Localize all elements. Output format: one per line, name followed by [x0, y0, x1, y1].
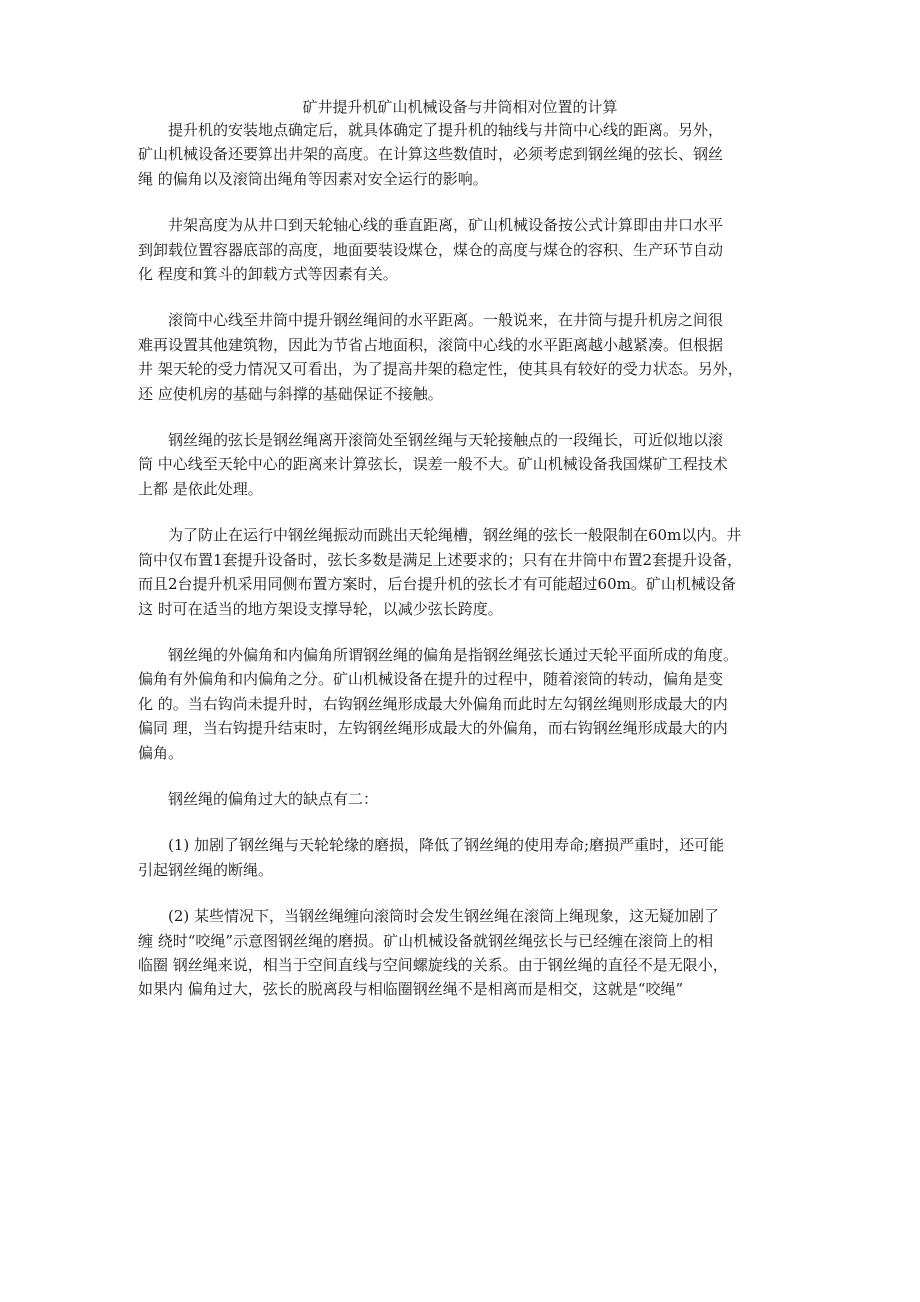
text-line: 还 应使机房的基础与斜撑的基础保证不接触。 [138, 384, 443, 403]
paragraph-2 [138, 213, 798, 286]
paragraph-7 [138, 787, 798, 811]
text-line: 钢丝绳的弦长是钢丝绳离开滚筒处至钢丝绳与天轮接触点的一段绳长，可近似地以滚 [168, 431, 724, 450]
text-line: 筒中仅布置1套提升设备时，弦长多数是满足上述要求的；只有在井筒中布置2套提升设备， [138, 550, 743, 569]
document-title: 矿井提升机矿山机械设备与井筒相对位置的计算 [302, 98, 618, 116]
text-line: 难再设置其他建筑物，因此为节省占地面积，滚筒中心线的水平距离越小越紧凑。但根据 [138, 335, 724, 354]
text-line: 绳 的偏角以及滚筒出绳角等因素对安全运行的影响。 [138, 169, 488, 188]
text-line: 滚筒中心线至井筒中提升钢丝绳间的水平距离。一般说来，在井筒与提升机房之间很 [168, 311, 724, 330]
text-line: 这 时可在适当的地方架设支撑导轮，以减少弦长跨度。 [138, 599, 503, 618]
text-line: 缠 绕时“咬绳”示意图钢丝绳的磨损。矿山机械设备就钢丝绳弦长与已经缠在滚筒上的相 [138, 931, 714, 950]
paragraph-3 [138, 308, 798, 406]
text-line: 化 程度和箕斗的卸载方式等因素有关。 [138, 265, 398, 284]
text-line: 提升机的安装地点确定后，就具体确定了提升机的轴线与井筒中心线的距离。另外， [168, 121, 724, 139]
text-line: 井架高度为从井口到天轮轴心线的垂直距离，矿山机械设备按公式计算即由井口水平 [168, 216, 724, 235]
text-line: 钢丝绳的偏角过大的缺点有二： [168, 789, 379, 808]
text-line: 到卸载位置容器底部的高度，地面要装设煤仓，煤仓的高度与煤仓的容积、生产环节自动 [138, 240, 724, 259]
text-line: 钢丝绳的外偏角和内偏角所谓钢丝绳的偏角是指钢丝绳弦长通过天轮平面所成的角度。 [168, 645, 739, 664]
text-line: 引起钢丝绳的断绳。 [138, 860, 274, 879]
text-line: 偏同 理，当右钩提升结束时，左钩钢丝绳形成最大的外偏角，而右钩钢丝绳形成最大的内 [138, 719, 728, 738]
text-line: 偏角。 [138, 743, 184, 762]
paragraph-4 [138, 428, 798, 501]
text-line: 井 架天轮的受力情况又可看出，为了提高井架的稳定性，使其具有较好的受力状态。另外， [138, 360, 743, 379]
text-line: 而且2台提升机采用同侧布置方案时，后台提升机的弦长才有可能超过60m。矿山机械设备 [138, 575, 736, 594]
text-line: (2) 某些情况下，当钢丝绳缠向滚筒时会发生钢丝绳在滚筒上绳现象，这无疑加剧了 [168, 907, 720, 926]
text-line: 为了防止在运行中钢丝绳振动而跳出天轮绳槽，钢丝绳的弦长一般限制在60m以内。井 [168, 526, 742, 545]
paragraph-6 [138, 643, 798, 765]
paragraph-8 [138, 833, 798, 882]
text-line: 上都 是依此处理。 [138, 479, 263, 498]
text-line: 筒 中心线至天轮中心的距离来计算弦长，误差一般不大。矿山机械设备我国煤矿工程技术 [138, 455, 728, 474]
text-line: (1) 加剧了钢丝绳与天轮轮缘的磨损，降低了钢丝绳的使用寿命;磨损严重时，还可能 [168, 836, 725, 855]
text-line: 如果内 偏角过大，弦长的脱离段与相临圈钢丝绳不是相离而是相交，这就是“咬绳” [138, 980, 684, 999]
text-line: 偏角有外偏角和内偏角之分。矿山机械设备在提升的过程中，随着滚筒的转动，偏角是变 [138, 670, 724, 689]
paragraph-1 [138, 118, 798, 191]
paragraph-5 [138, 523, 798, 621]
document-body [138, 118, 798, 1024]
text-line: 矿山机械设备还要算出井架的高度。在计算这些数值时，必须考虑到钢丝绳的弦长、钢丝 [138, 145, 724, 164]
text-line: 临圈 钢丝绳来说，相当于空间直线与空间螺旋线的关系。由于钢丝绳的直径不是无限小， [138, 955, 728, 974]
paragraph-9 [138, 904, 798, 1002]
text-line: 化 的。当右钩尚未提升时，右钩钢丝绳形成最大外偏角而此时左勾钢丝绳则形成最大的内 [138, 694, 728, 713]
